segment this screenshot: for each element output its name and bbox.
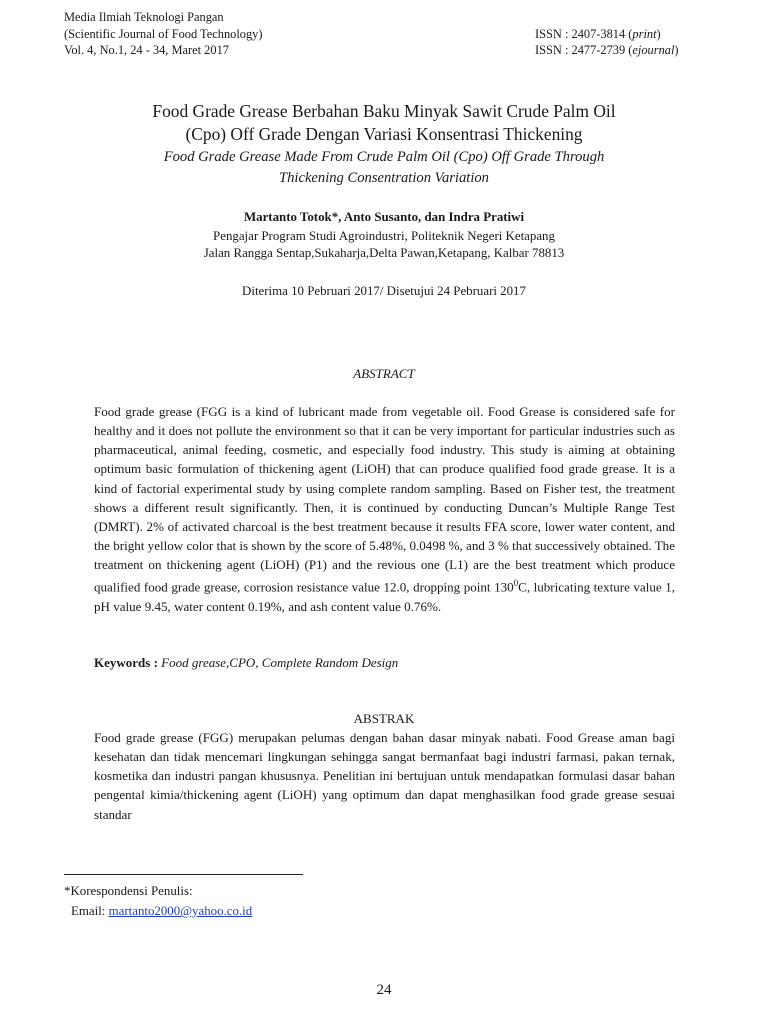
paper-title-line-2: (Cpo) Off Grade Dengan Variasi Konsentrasi Thickening	[185, 124, 583, 144]
abstrak-text: Food grade grease (FGG) merupakan pelumas dengan bahan dasar minyak nabati. Food Grease aman bagi kesehatan dan tidak mencemari lingkungan sehingga sangat bermanfaat bagi industri farmasi, pakan ternak, kosmetika dan industri pangan khususnya. Penelitian ini bertujuan untuk mendapatkan formulasi dasar bahan pengental kimia/thickening agent (LiOH) yang optimum dan dapat menghasilkan food grade grease sesuai standar	[94, 730, 675, 822]
footnote-divider	[64, 874, 303, 875]
email-line	[64, 901, 252, 921]
abstrak-heading: ABSTRAK	[353, 711, 415, 726]
journal-volume: Vol. 4, No.1, 24 - 34, Maret 2017	[64, 43, 229, 57]
footnote	[64, 881, 252, 921]
paper-english-title-line-1: Food Grade Grease Made From Crude Palm Oil (Cpo) Off Grade Through	[163, 149, 605, 165]
author-address: Jalan Rangga Sentap,Sukaharja,Delta Pawan,Ketapang, Kalbar 78813	[203, 246, 565, 260]
journal-english-name: (Scientific Journal of Food Technology)	[64, 26, 263, 41]
issn-print: ISSN : 2407-3814 (print)	[535, 26, 661, 41]
paper-title-line-1: Food Grade Grease Berbahan Baku Minyak Sawit Crude Palm Oil	[152, 101, 616, 121]
abstract-heading: ABSTRACT	[353, 366, 415, 381]
journal-header-right	[535, 9, 679, 59]
author-affiliation: Pengajar Program Studi Agroindustri, Politeknik Negeri Ketapang	[213, 228, 555, 243]
keywords-value: Food grease,CPO, Complete Random Design	[161, 655, 399, 670]
title-block	[0, 100, 768, 188]
journal-name: Media Ilmiah Teknologi Pangan	[64, 10, 224, 24]
page-number: 24	[376, 982, 392, 998]
journal-header-left	[64, 9, 263, 59]
issn-online: ISSN : 2477-2739 (ejournal)	[535, 43, 679, 57]
correspondence-label: *Korespondensi Penulis:	[64, 884, 193, 898]
keywords-label: Keywords :	[94, 655, 162, 670]
paper-english-title-line-2: Thickening Consentration Variation	[279, 169, 489, 186]
keywords	[94, 655, 398, 671]
author-block	[0, 209, 768, 263]
received-accepted-dates: Diterima 10 Pebruari 2017/ Disetujui 24 Pebruari 2017	[242, 284, 526, 298]
email-label: Email:	[71, 904, 109, 918]
author-names: Martanto Totok*, Anto Susanto, dan Indra Pratiwi	[243, 210, 525, 224]
abstract-text: Food grade grease (FGG is a kind of lubricant made from vegetable oil. Food Grease is considered safe for healthy and it does not pollute the environment so that it can be very important for particular industries such as pharmaceutical, animal feeding, cosmetic, and especially food industry. This study is aiming at obtaining optimum basic formulation of thickening agent (LiOH) that can produce qualified food grade grease. It is a kind of factorial experimental study by using complete random sampling. Based on Fisher test, the treatment shows a different result significantly. Then, it is continued by conducting Duncan’s Multiple Range Test (DMRT). 2% of activated charcoal is the best treatment because it results FFA score, lower water content, and the bright yellow color that is shown by the score of 5.48%, 0.0498 %, and 3 % that successively obtained. The treatment on thickening agent (LiOH) (P1) and the revious one (L1) are the best treatment which produce qualified food grade grease, corrosion resistance value 12.0, dropping point $130^0C$, lubricating texture value 1, pH value 9.45, water content 0.19%, and ash content value 0.76%.	[94, 404, 675, 614]
email-link[interactable]: martanto2000@yahoo.co.id	[108, 904, 253, 918]
